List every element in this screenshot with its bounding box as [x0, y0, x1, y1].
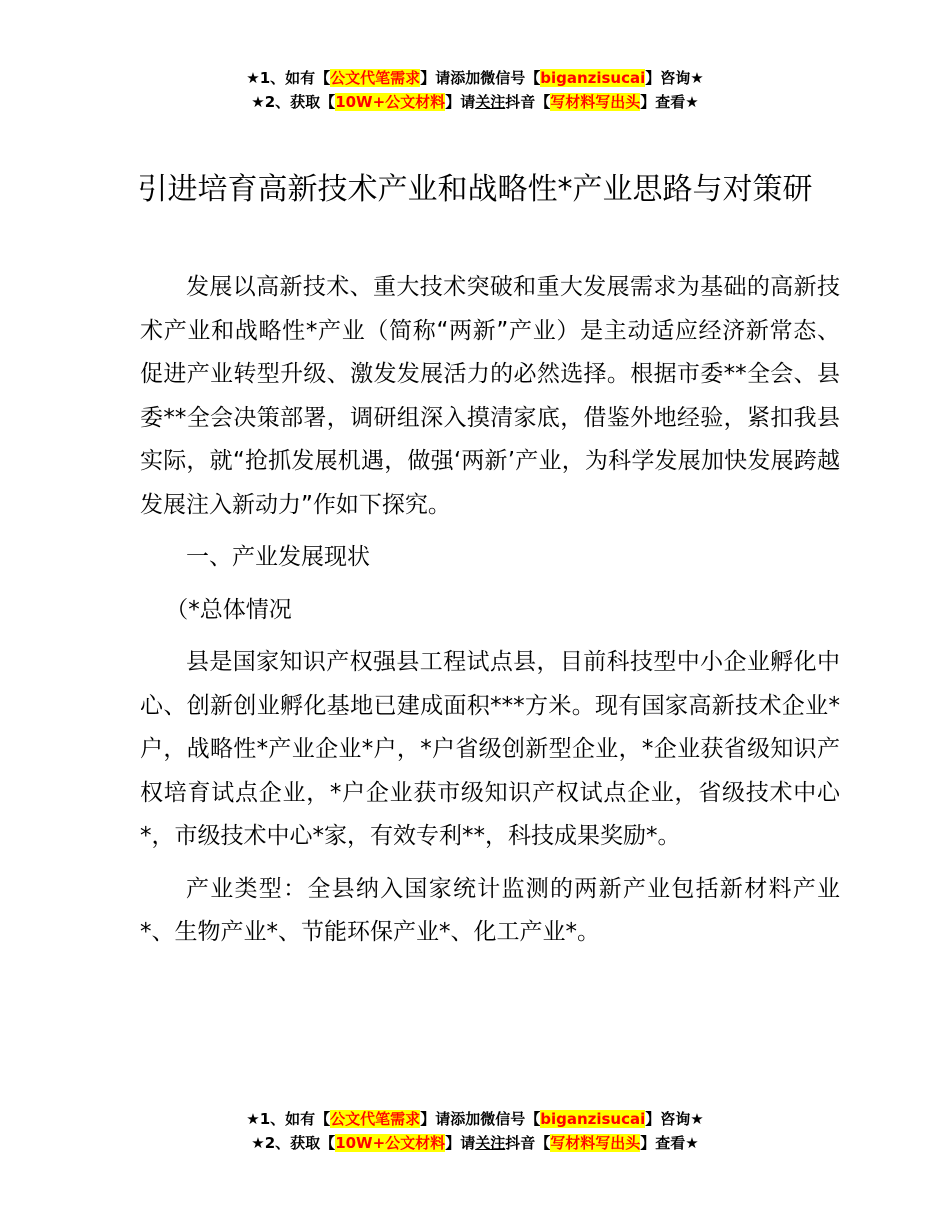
banner-text: 】请 — [445, 1134, 476, 1152]
banner-text: 抖音【 — [505, 1134, 551, 1152]
banner-text: ★1、如有【 — [246, 1110, 331, 1128]
douyin-highlight: 写材料写出头 — [550, 93, 641, 111]
banner-text: ★2、获取【 — [251, 93, 336, 111]
paragraph-industry-types: 产业类型：全县纳入国家统计监测的两新产业包括新材料产业*、生物产业*、节能环保产业*、化工产业*。 — [140, 875, 840, 945]
banner-highlight: 10W+公文材料 — [335, 1134, 446, 1152]
document-body — [140, 266, 840, 964]
header-banner — [0, 66, 950, 114]
banner-line-2 — [0, 1131, 950, 1155]
banner-highlight: 10W+公文材料 — [335, 93, 446, 111]
banner-text: ★1、如有【 — [246, 69, 331, 87]
banner-text: 】查看★ — [640, 1134, 699, 1152]
banner-text: 】咨询★ — [645, 1110, 704, 1128]
paragraph-intro: 发展以高新技术、重大技术突破和重大发展需求为基础的高新技术产业和战略性*产业（简称“两新”产业）是主动适应经济新常态、促进产业转型升级、激发发展活力的必然选择。根据市委**全会、县委**全会决策部署，调研组深入摸清家底，借鉴外地经验，紧扣我县实际，就“抢抓发展机遇，做强‘两新’产业，为科学发展加快发展跨越发展注入新动力”作如下探究。 — [140, 274, 840, 518]
banner-text: 】查看★ — [640, 93, 699, 111]
banner-highlight: 公文代笔需求 — [330, 69, 421, 87]
banner-line-1 — [0, 1107, 950, 1131]
banner-text: ★2、获取【 — [251, 1134, 336, 1152]
banner-underline: 关注 — [475, 1134, 506, 1152]
banner-text: 抖音【 — [505, 93, 551, 111]
banner-line-1 — [0, 66, 950, 90]
banner-line-2 — [0, 90, 950, 114]
banner-text: 】请添加微信号【 — [420, 69, 541, 87]
banner-text: 】请添加微信号【 — [420, 1110, 541, 1128]
banner-text: 】咨询★ — [645, 69, 704, 87]
wechat-id-highlight: biganzisucai — [540, 69, 646, 87]
footer-banner — [0, 1107, 950, 1155]
banner-underline: 关注 — [475, 93, 506, 111]
document-title: 引进培育高新技术产业和战略性*产业思路与对策研 — [137, 172, 813, 207]
subsection-heading: （*总体情况 — [165, 596, 292, 623]
banner-text: 】请 — [445, 93, 476, 111]
section-heading: 一、产业发展现状 — [186, 544, 370, 570]
paragraph-overview: 县是国家知识产权强县工程试点县，目前科技型中小企业孵化中心、创新创业孵化基地已建成面积***方米。现有国家高新技术企业*户，战略性*产业企业*户，*户省级创新型企业，*企业获省级知识产权培育试点企业，*户企业获市级知识产权试点企业，省级技术中心*，市级技术中心*家，有效专利**，科技成果奖励*。 — [140, 649, 840, 849]
douyin-highlight: 写材料写出头 — [550, 1134, 641, 1152]
wechat-id-highlight: biganzisucai — [540, 1110, 646, 1128]
banner-highlight: 公文代笔需求 — [330, 1110, 421, 1128]
